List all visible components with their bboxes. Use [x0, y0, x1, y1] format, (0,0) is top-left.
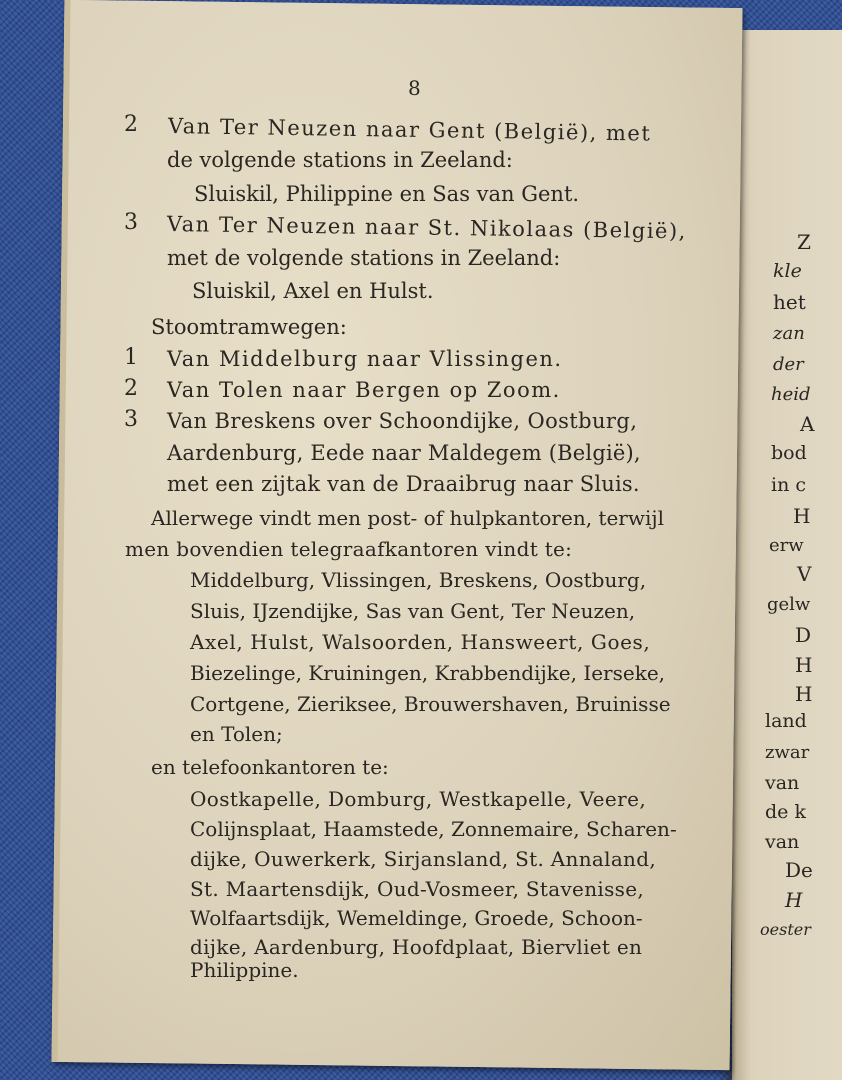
facing-fragment: H: [795, 653, 813, 677]
facing-fragment: land: [765, 710, 807, 732]
tram-route-line: Aardenburg, Eede naar Maldegem (België),: [167, 441, 641, 465]
facing-fragment: der: [773, 354, 804, 375]
facing-fragment: H: [795, 682, 813, 706]
rail-route-line: met de volgende stations in Zeeland:: [167, 246, 561, 270]
rail-route-line: Van Ter Neuzen naar Gent (België), met: [167, 114, 652, 146]
facing-fragment: D: [795, 623, 812, 647]
telephone-line: Wolfaartsdijk, Wemeldinge, Groede, Schoon-: [190, 906, 643, 930]
page-number: 8: [408, 76, 421, 100]
tram-route-number: 2: [124, 376, 138, 401]
facing-fragment: V: [797, 562, 812, 586]
facing-fragment: de k: [765, 801, 806, 823]
facing-fragment: zan: [773, 323, 805, 344]
facing-fragment: H: [785, 888, 803, 912]
tram-route-line: met een zijtak van de Draaibrug naar Sluis.: [167, 472, 640, 496]
telegraph-line: Biezelinge, Kruiningen, Krabbendijke, Ierseke,: [190, 661, 666, 685]
facing-fragment: erw: [769, 535, 804, 556]
tram-route-line: Van Middelburg naar Vlissingen.: [167, 347, 563, 371]
facing-fragment: oester: [760, 920, 811, 939]
telephone-line: Oostkapelle, Domburg, Westkapelle, Veere,: [190, 787, 647, 811]
rail-route-number: 3: [124, 210, 138, 235]
facing-fragment: heid: [771, 384, 811, 405]
paragraph-line: en telefoonkantoren te:: [151, 755, 389, 779]
facing-fragment: H: [793, 504, 811, 528]
telephone-line: Philippine.: [190, 958, 299, 982]
tram-route-number: 3: [124, 407, 138, 432]
facing-fragment: van: [765, 831, 800, 853]
paragraph-line: men bovendien telegraafkantoren vindt te:: [125, 537, 573, 561]
tram-route-line: Van Breskens over Schoondijke, Oostburg,: [167, 409, 638, 433]
facing-fragment: het: [773, 290, 806, 314]
facing-fragment: De: [785, 858, 813, 882]
telegraph-line: Sluis, IJzendijke, Sas van Gent, Ter Neuzen,: [190, 599, 636, 623]
telegraph-line: Cortgene, Zieriksee, Brouwershaven, Bruinisse: [190, 692, 671, 716]
telephone-line: dijke, Aardenburg, Hoofdplaat, Biervliet en: [190, 935, 643, 959]
telegraph-line: Middelburg, Vlissingen, Breskens, Oostburg,: [190, 568, 647, 592]
telegraph-line: en Tolen;: [190, 722, 283, 746]
rail-route-line: Sluiskil, Axel en Hulst.: [192, 279, 434, 303]
facing-fragment: kle: [773, 260, 802, 282]
telephone-line: dijke, Ouwerkerk, Sirjansland, St. Annaland,: [190, 847, 657, 871]
facing-fragment: Z: [797, 230, 811, 254]
facing-fragment: bod: [771, 442, 807, 464]
rail-route-line: de volgende stations in Zeeland:: [167, 148, 513, 172]
tram-route-number: 1: [124, 345, 138, 370]
rail-route-line: Van Ter Neuzen naar St. Nikolaas (België),: [166, 212, 687, 244]
facing-fragment: van: [765, 772, 800, 794]
telephone-line: Colijnsplaat, Haamstede, Zonnemaire, Scharen-: [190, 817, 677, 841]
telephone-line: St. Maartensdijk, Oud-Vosmeer, Stavenisse,: [190, 877, 644, 901]
facing-fragment: A: [800, 412, 815, 436]
telegraph-line: Axel, Hulst, Walsoorden, Hansweert, Goes,: [190, 630, 651, 654]
rail-route-number: 2: [124, 112, 138, 137]
section-heading: Stoomtramwegen:: [151, 315, 347, 339]
facing-fragment: zwar: [765, 742, 810, 763]
facing-fragment: in c: [771, 474, 806, 496]
facing-fragment: gelw: [767, 594, 811, 615]
rail-route-line: Sluiskil, Philippine en Sas van Gent.: [194, 182, 580, 206]
tram-route-line: Van Tolen naar Bergen op Zoom.: [167, 378, 561, 402]
paragraph-line: Allerwege vindt men post- of hulpkantoren, terwijl: [151, 506, 664, 530]
